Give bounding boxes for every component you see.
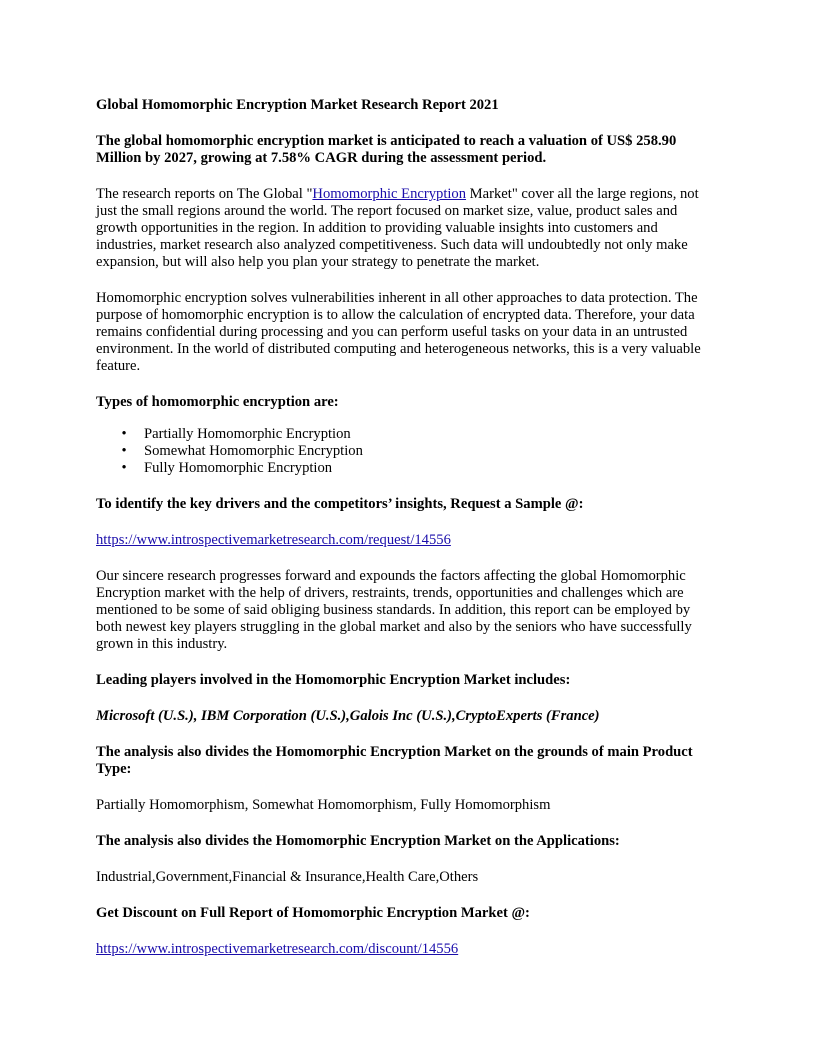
discount-heading: Get Discount on Full Report of Homomorphic Encryption Market @: <box>96 905 530 921</box>
list-item: • Somewhat Homomorphic Encryption <box>144 443 716 460</box>
document-title: Global Homomorphic Encryption Market Research Report 2021 <box>96 97 499 113</box>
lead-paragraph: The global homomorphic encryption market is anticipated to reach a valuation of US$ 258.90 Million by 2027, growing at 7.58% CAGR during the assessment period. <box>96 133 677 166</box>
description-paragraph: Homomorphic encryption solves vulnerabilities inherent in all other approaches to data protection. The purpose of homomorphic encryption is to allow the calculation of encrypted data. Therefore, your data remains confidential during processing and you can perform useful tasks on your data in an untrusted environment. In the world of distributed computing and heterogeneous networks, this is a very valuable feature. <box>96 290 701 374</box>
sample-request-link[interactable]: https://www.introspectivemarketresearch.com/request/14556 <box>96 532 451 548</box>
types-heading: Types of homomorphic encryption are: <box>96 394 339 410</box>
players-heading: Leading players involved in the Homomorphic Encryption Market includes: <box>96 672 571 688</box>
applications-heading: The analysis also divides the Homomorphic Encryption Market on the Applications: <box>96 833 620 849</box>
sample-link-line <box>96 532 716 549</box>
sample-heading: To identify the key drivers and the competitors’ insights, Request a Sample @: <box>96 496 584 512</box>
homomorphic-encryption-link[interactable]: Homomorphic Encryption <box>312 186 467 202</box>
list-item: • Partially Homomorphic Encryption <box>144 426 716 443</box>
discount-link-line <box>96 941 716 958</box>
applications-list: Industrial,Government,Financial & Insurance,Health Care,Others <box>96 869 479 885</box>
document-body <box>96 97 716 977</box>
bullet-icon: • <box>121 426 127 442</box>
players-list: Microsoft (U.S.), IBM Corporation (U.S.),Galois Inc (U.S.),CryptoExperts (France) <box>96 708 600 724</box>
product-types: Partially Homomorphism, Somewhat Homomorphism, Fully Homomorphism <box>96 797 551 813</box>
types-list <box>96 426 716 477</box>
list-item: • Fully Homomorphic Encryption <box>144 460 716 477</box>
bullet-icon: • <box>121 460 127 476</box>
bullet-icon: • <box>121 443 127 459</box>
intro-paragraph: The research reports on The Global "Homomorphic Encryption Market" cover all the large regions, not just the small regions around the world. The report focused on market size, value, product sales and growth opportunities in the region. In addition to providing valuable insights into customers and industries, market research also analyzed competitiveness. Such data will undoubtedly not only make expansion, but will also help you plan your strategy to penetrate the market. <box>96 186 699 270</box>
research-paragraph: Our sincere research progresses forward and expounds the factors affecting the global Homomorphic Encryption market with the help of drivers, restraints, trends, opportunities and challenges which are mentioned to be some of said obliging business standards. In addition, this report can be employed by both newest key players struggling in the global market and also by the seniors who have successfully grown in this industry. <box>96 568 692 652</box>
discount-link[interactable]: https://www.introspectivemarketresearch.com/discount/14556 <box>96 941 459 957</box>
product-type-heading: The analysis also divides the Homomorphic Encryption Market on the grounds of main Product Type: <box>96 744 693 777</box>
